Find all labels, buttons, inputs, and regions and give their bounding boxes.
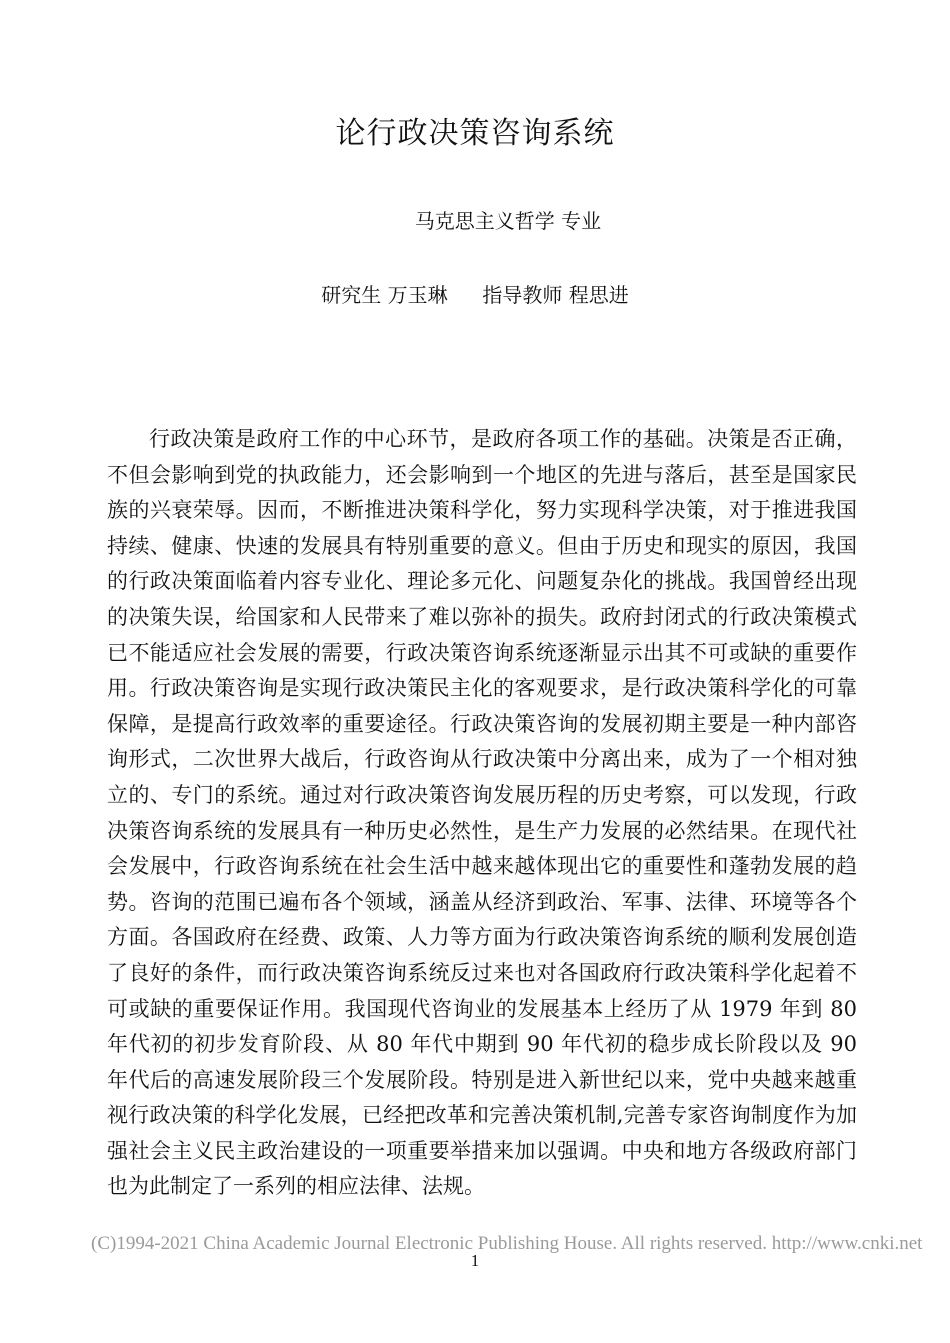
paper-title: 论行政决策咨询系统 [335,116,615,151]
author-line [0,280,950,310]
body-paragraph: 行政决策是政府工作的中心环节，是政府各项工作的基础。决策是否正确，不但会影响到党的执政能力，还会影响到一个地区的先进与落后，甚至是国家民族的兴衰荣辱。因而，不断推进决策科学化，努力实现科学决策，对于推进我国持续、健康、快速的发展具有特别重要的意义。但由于历史和现实的原因，我国的行政决策面临着内容专业化、理论多元化、问题复杂化的挑战。我国曾经出现的决策失误，给国家和人民带来了难以弥补的损失。政府封闭式的行政决策模式已不能适应社会发展的需要，行政决策咨询系统逐渐显示出其不可或缺的重要作用。行政决策咨询是实现行政决策民主化的客观要求，是行政决策科学化的可靠保障，是提高行政效率的重要途径。行政决策咨询的发展初期主要是一种内部咨询形式，二次世界大战后，行政咨询从行政决策中分离出来，成为了一个相对独立的、专门的系统。通过对行政决策咨询发展历程的历史考察，可以发现，行政决策咨询系统的发展具有一种历史必然性，是生产力发展的必然结果。在现代社会发展中，行政咨询系统在社会生活中越来越体现出它的重要性和蓬勃发展的趋势。咨询的范围已遍布各个领域，涵盖从经济到政治、军事、法律、环境等各个方面。各国政府在经费、政策、人力等方面为行政决策咨询系统的顺利发展创造了良好的条件，而行政决策咨询系统反过来也对各国政府行政决策科学化起着不可或缺的重要保证作用。我国现代咨询业的发展基本上经历了从 1979 年到 80 年代初的初步发育阶段、从 80 年代中期到 90 年代初的稳步成长阶段以及 90 年代后的高速发展阶段三个发展阶段。特别是进入新世纪以来，党中央越来越重视行政决策的科学化发展，已经把改革和完善决策机制,完善专家咨询制度作为加强社会主义民主政治建设的一项重要举措来加以强调。中央和地方各级政府部门也为此制定了一系列的相应法律、法规。 [107,427,857,1199]
major-line: 马克思主义哲学 专业 [414,209,602,233]
advisor-name: 程思进 [568,283,629,307]
advisor-label: 指导教师 [482,283,563,307]
page-number: 1 [470,1251,480,1270]
student-label: 研究生 [321,283,382,307]
copyright-watermark: (C)1994-2021 China Academic Journal Electronic Publishing House. All rights reserved. http://www.cnki.net [91,1233,923,1254]
student-name: 万玉琳 [387,283,448,307]
